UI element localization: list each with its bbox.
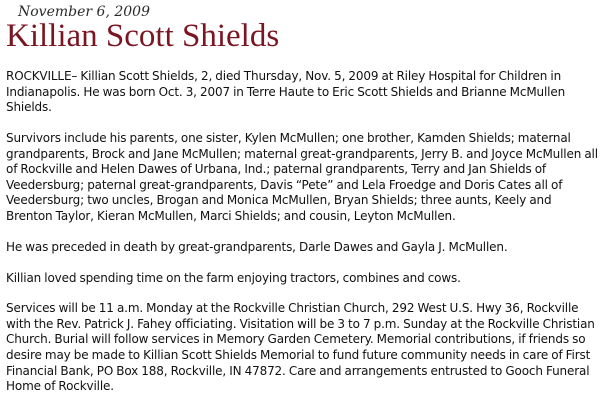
paragraph-preceded: He was preceded in death by great-grandparents, Darle Dawes and Gayla J. McMullen. [6, 239, 508, 254]
publish-date: November 6, 2009 [18, 4, 150, 20]
paragraph-intro: ROCKVILLE– Killian Scott Shields, 2, died Thursday, Nov. 5, 2009 at Riley Hospital for Children in Indianapolis. He was born Oct. 3, 2007 in Terre Haute to Eric Scott Shields and Brianne McMullen Shields. [6, 69, 566, 115]
page-title: Killian Scott Shields [6, 18, 280, 54]
paragraph-survivors: Survivors include his parents, one sister, Kylen McMullen; one brother, Kamden Shields; maternal grandparents, Brock and Jane McMullen; maternal great-grandparents, Jerry B. and Joyce McMullen all of Rockville and Helen Dawes of Urbana, Ind.; paternal grandparents, Terry and Jan Shields of Veedersburg; paternal great-grandparents, Davis “Pete” and Lela Froedge and Doris Cates all of Veedersburg; two uncles, Brogan and Monica McMullen, Bryan Shields; three aunts, Keely and Brenton Taylor, Kieran McMullen, Marci Shields; and cousin, Leyton McMullen. [6, 130, 598, 223]
article-body [6, 69, 598, 395]
paragraph-loved: Killian loved spending time on the farm enjoying tractors, combines and cows. [6, 270, 461, 285]
paragraph-services: Services will be 11 a.m. Monday at the Rockville Christian Church, 292 West U.S. Hwy 36, Rockville with the Rev. Patrick J. Fahey officiating. Visitation will be 3 to 7 p.m. Sunday at the Rockville Christian Church. Burial will follow services in Memory Garden Cemetery. Memorial contributions, if friends so desire may be made to Killian Scott Shields Memorial to fund future community needs in care of First Financial Bank, PO Box 188, Rockville, IN 47872. Care and arrangements entrusted to Gooch Funeral Home of Rockville. [6, 301, 595, 394]
